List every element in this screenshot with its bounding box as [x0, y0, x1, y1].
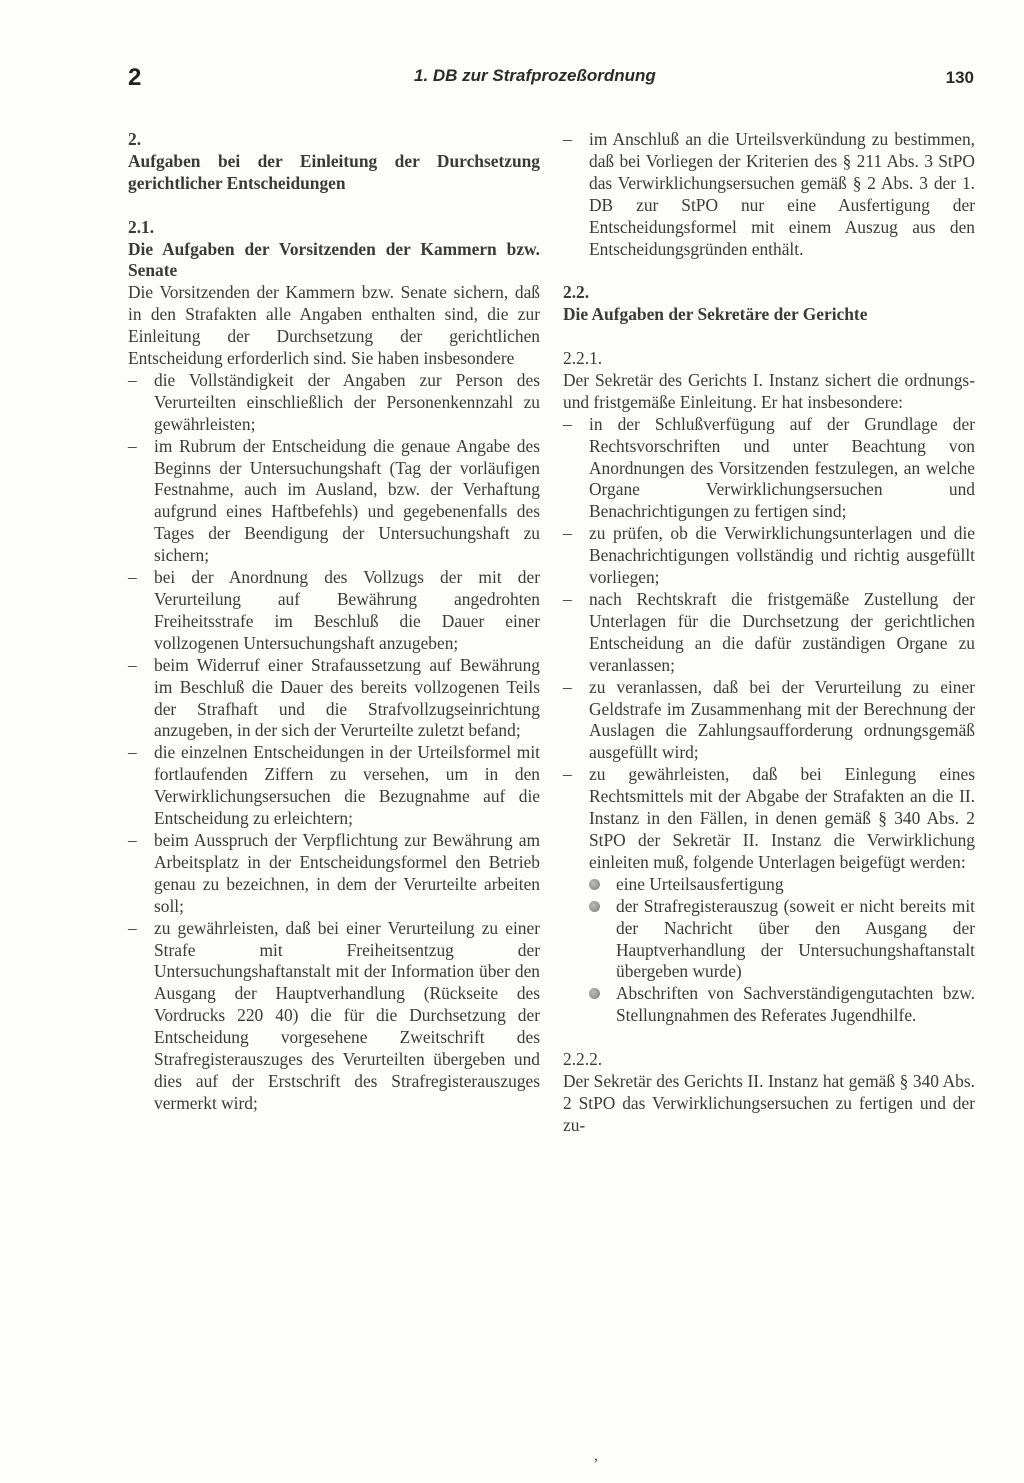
- dash-marker: –: [563, 764, 572, 785]
- section-2-2-2-text: Der Sekretär des Gerichts II. Instanz hat gemäß § 340 Abs. 2 StPO das Verwirklichungsersuchen zu fertigen und der zu-: [563, 1070, 975, 1135]
- dash-marker: –: [563, 523, 572, 544]
- bullet-dot-icon: [589, 988, 600, 999]
- list-item: – zu veranlassen, daß bei der Verurteilung zu einer Geldstrafe im Zusammenhang mit der Berechnung der Auslagen die Zahlungsaufforderung ordnungsgemäß ausgefüllt wird;: [563, 676, 975, 763]
- dash-marker: –: [128, 917, 137, 938]
- list-item: – nach Rechtskraft die fristgemäße Zustellung der Unterlagen für die Durchsetzung der gerichtlichen Entscheidung an die dafür zuständigen Organe zu veranlassen;: [563, 589, 975, 675]
- dash-marker: –: [563, 129, 572, 149]
- list-item: – bei der Anordnung des Vollzugs der mit der Verurteilung auf Bewährung angedrohten Freiheitsstrafe im Beschluß die Dauer einer vollzogenen Untersuchungshaft anzugeben;: [128, 567, 540, 653]
- section-2-2-2-number: 2.2.2.: [563, 1049, 603, 1070]
- section-2-title: Aufgaben bei der Einleitung der Durchsetzung gerichtlicher Entscheidungen: [128, 150, 540, 193]
- right-column: [563, 129, 975, 1137]
- section-2-1-number: 2.1.: [128, 216, 155, 237]
- list-item: – zu gewährleisten, daß bei einer Verurteilung zu einer Strafe mit Freiheitsentzug der Untersuchungshaftanstalt mit der Information über den Ausgang der Hauptverhandlung (Rückseite des Vordrucks 220 40) die für die Durchsetzung der Entscheidung vorgesehene Zweitschrift des Strafregisterauszuges des Verurteilten übergeben und dies auf der Erstschrift des Strafregisterauszuges vermerkt wird;: [128, 917, 540, 1113]
- chapter-number: 2: [128, 64, 142, 91]
- list-item: – in der Schlußverfügung auf der Grundlage der Rechtsvorschriften und unter Beachtung von Anordnungen des Vorsitzenden festzulegen, an welche Organe Verwirklichungsersuchen und Benachrichtigungen zu fertigen sind;: [563, 413, 975, 522]
- dash-marker: –: [128, 435, 137, 456]
- dash-marker: –: [563, 413, 572, 434]
- dash-marker: –: [128, 369, 137, 390]
- list-item: – zu prüfen, ob die Verwirklichungsunterlagen und die Benachrichtigungen vollständig und richtig ausgefüllt vorliegen;: [563, 523, 975, 588]
- bullet-item: eine Urteilsausfertigung: [563, 874, 975, 896]
- section-2-2-title: Die Aufgaben der Sekretäre der Gerichte: [563, 304, 868, 325]
- list-item: – im Anschluß an die Urteilsverkündung zu bestimmen, daß bei Vorliegen der Kriterien des § 211 Abs. 3 StPO das Verwirklichungsersuchen gemäß § 2 Abs. 3 der 1. DB zur StPO nur eine Ausfertigung der Entscheidungsformel mit einem Auszug aus den Entscheidungsgründen enthält.: [563, 129, 975, 259]
- dash-marker: –: [563, 676, 572, 697]
- section-2-2-1-number: 2.2.1.: [563, 348, 603, 369]
- list-item: – die Vollständigkeit der Angaben zur Person des Verurteilten einschließlich der Personenkennzahl zu gewährleisten;: [128, 369, 540, 434]
- list-item: – beim Ausspruch der Verpflichtung zur Bewährung am Arbeitsplatz in der Entscheidungsformel den Betrieb genau zu bezeichnen, in dem der Verurteilte arbeiten soll;: [128, 829, 540, 916]
- dash-marker: –: [128, 567, 137, 588]
- section-2-2-1-intro: Der Sekretär des Gerichts I. Instanz sichert die ordnungs- und fristgemäße Einleitung. Er hat insbesondere:: [563, 369, 975, 412]
- bullet-item: Abschriften von Sachverständigengutachten bzw. Stellungnahmen des Referates Jugendhilfe.: [563, 983, 975, 1027]
- list-item: – zu gewährleisten, daß bei Einlegung eines Rechtsmittels mit der Abgabe der Strafakten an die II. Instanz in den Fällen, in denen gemäß § 340 Abs. 2 StPO der Sekretär II. Instanz die Verwirklichung einleiten muß, folgende Unterlagen beigefügt werden:: [563, 764, 975, 872]
- section-2-1-title: Die Aufgaben der Vorsitzenden der Kammern bzw. Senate: [128, 238, 540, 281]
- list-item: – beim Widerruf einer Strafaussetzung auf Bewährung im Beschluß die Dauer des bereits vollzogenen Teils der Strafhaft und die Strafvollzugseinrichtung anzugeben, in der sich der Verurteilte zuletzt befand;: [128, 654, 540, 741]
- page-number: 130: [945, 68, 974, 87]
- dash-marker: –: [128, 829, 137, 850]
- list-item: – im Rubrum der Entscheidung die genaue Angabe des Beginns der Untersuchungshaft (Tag der vorläufigen Festnahme, auch im Ausland, bzw. der Verhaftung aufgrund eines Haftbefehls) und gegebenenfalls des Tages der Beendigung der Untersuchungshaft zu sichern;: [128, 435, 540, 566]
- page-header: [128, 66, 974, 94]
- section-2-1-intro: Die Vorsitzenden der Kammern bzw. Senate sichern, daß in den Strafakten alle Angaben enthalten sind, die zur Einleitung der Durchsetzung der gerichtlichen Entscheidung erforderlich sind. Sie haben insbesondere: [128, 282, 540, 369]
- bullet-dot-icon: [589, 879, 600, 890]
- list-item: – die einzelnen Entscheidungen in der Urteilsformel mit fortlaufenden Ziffern zu versehen, um in den Verwirklichungsersuchen die Bezugnahme auf die Entscheidung zu erleichtern;: [128, 742, 540, 829]
- dash-marker: –: [563, 589, 572, 609]
- bullet-dot-icon: [589, 901, 600, 912]
- stray-mark: ,: [594, 1447, 598, 1464]
- running-title: 1. DB zur Strafprozeßordnung: [414, 66, 656, 85]
- dash-marker: –: [128, 654, 137, 675]
- bullet-item: der Strafregisterauszug (soweit er nicht bereits mit der Nachricht über den Ausgang der Hauptverhandlung der Untersuchungshaftanstalt übergeben wurde): [563, 896, 975, 984]
- left-column: [128, 129, 540, 1115]
- section-2-2-number: 2.2.: [563, 282, 590, 303]
- dash-marker: –: [128, 742, 137, 763]
- section-2-number: 2.: [128, 129, 142, 149]
